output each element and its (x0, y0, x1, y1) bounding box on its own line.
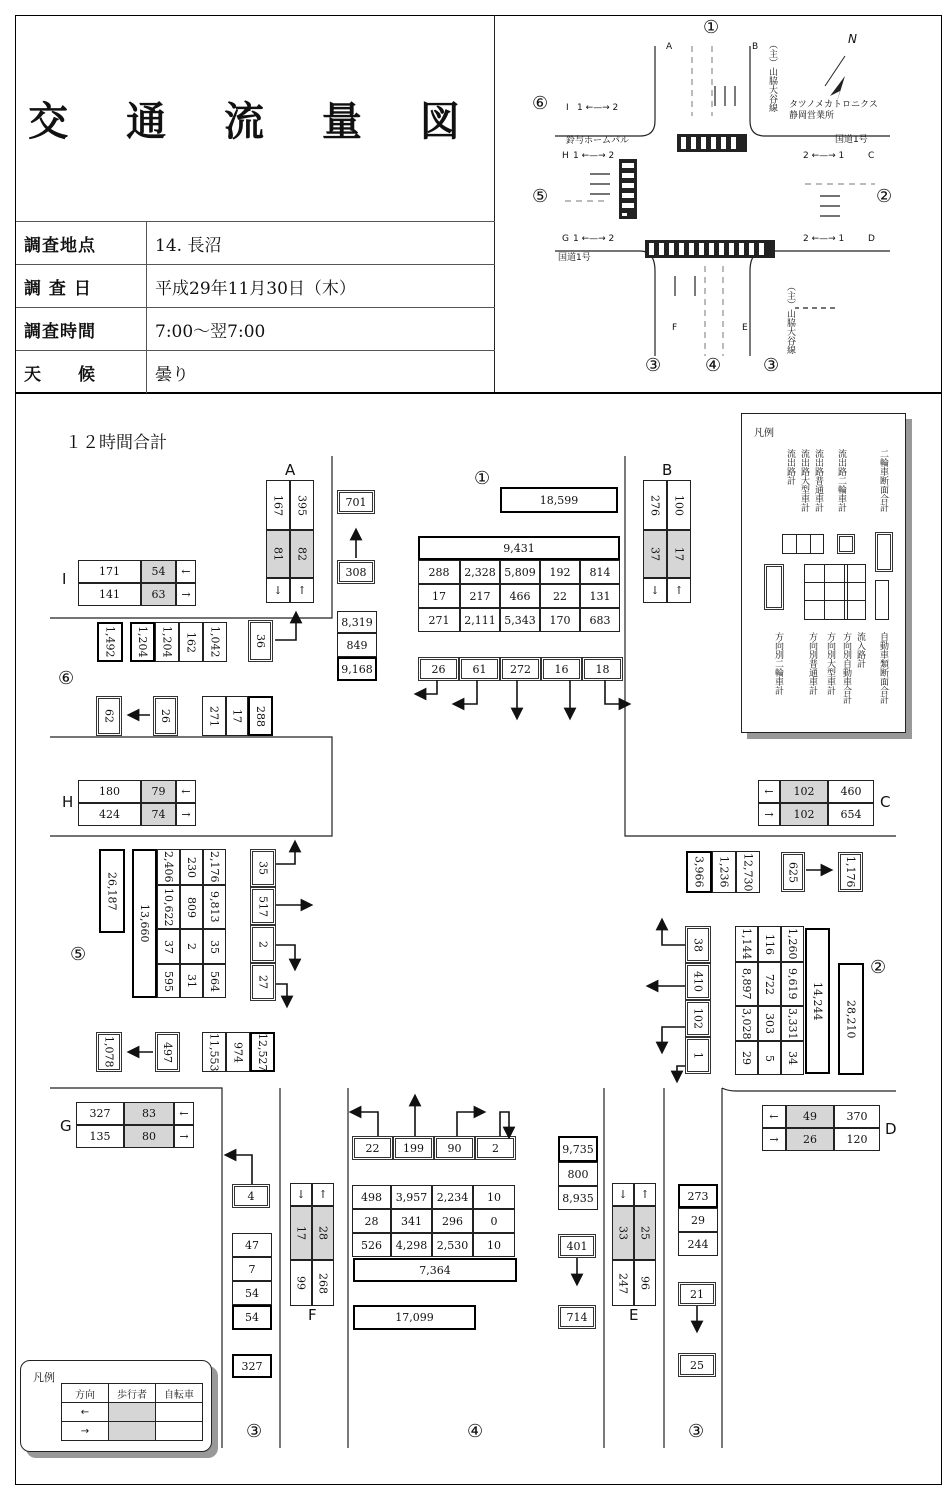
n2-cell: 3,028 (735, 1006, 758, 1041)
n5-bike-cell: 2 (250, 925, 276, 963)
page-title: 交 通 流 量 図 (28, 98, 482, 145)
crossing-f-ped-down: 99 (290, 1260, 312, 1306)
legend-label: 流入路計 (855, 632, 865, 668)
legend-label: 二輪車断面合計 (878, 449, 888, 512)
n1-cell: 131 (580, 584, 620, 608)
n4-section-total: 17,099 (353, 1305, 476, 1330)
n3r-e: 25 (678, 1353, 716, 1377)
n2-cell: 34 (781, 1041, 804, 1075)
legend-cell (156, 1403, 203, 1422)
n4-cell: 28 (352, 1209, 391, 1233)
map-dir-label: 1 ←—→ 2 (573, 234, 615, 244)
n3l-d: 54 (232, 1281, 272, 1305)
n4-bike-cell: 90 (434, 1136, 475, 1160)
crossing-b-label: B (662, 461, 673, 479)
map-dir-label: 1 ←—→ 2 (573, 151, 615, 161)
n1-cell: 2,328 (460, 560, 500, 584)
map-crossing-a: A (666, 42, 673, 52)
crossing-h-bike: 79 (141, 780, 176, 803)
n1-cell: 5,809 (500, 560, 540, 584)
n6-k: 288 (248, 696, 273, 736)
crossing-b-bike-up: 17 (667, 530, 691, 578)
crossing-b-dir: ↓ (643, 578, 667, 603)
crossing-a-ped-up: 395 (290, 480, 314, 530)
n4-cell: 0 (473, 1209, 515, 1233)
n5-x3: 11,553 (202, 1032, 226, 1072)
crossing-f-bike-up: 28 (312, 1206, 334, 1260)
n1-out-d: 849 (337, 633, 377, 657)
n2-cell: 722 (758, 962, 781, 1006)
crossing-b-bike-down: 37 (643, 530, 667, 578)
label-location: 調査地点 (16, 222, 147, 265)
approach-2-mark: ② (876, 186, 893, 207)
crossing-i-ped: 141 (78, 583, 141, 606)
n6-c: 1,204 (155, 622, 179, 662)
n5-section-total: 26,187 (99, 849, 125, 933)
legend-label: 流出路大型車計 (799, 449, 809, 512)
n4-z3: 8,935 (558, 1186, 598, 1210)
crossing-a-ped-down: 167 (266, 480, 290, 530)
n4-cell: 296 (432, 1209, 473, 1233)
n1-cell: 22 (540, 584, 580, 608)
label-date: 調 査 日 (16, 265, 147, 308)
n6-f: 36 (248, 620, 273, 662)
n1-section-total: 18,599 (500, 487, 618, 513)
n5-bike-cell: 35 (250, 849, 276, 887)
value-date: 平成29年11月30日（木） (147, 265, 496, 308)
crossing-g-bike: 83 (124, 1102, 174, 1125)
crossing-c-bike: 102 (780, 780, 828, 803)
n2-cell: 9,619 (781, 962, 804, 1006)
crossing-e-ped-down: 247 (612, 1260, 634, 1306)
crossing-d-dir: ← (762, 1105, 786, 1128)
legend-dir: ← (62, 1403, 109, 1422)
n5-cell: 809 (180, 885, 203, 929)
n5-x1: 1,078 (96, 1032, 122, 1072)
n3l-b: 47 (232, 1233, 272, 1257)
crossing-d-label: D (885, 1120, 897, 1138)
crossing-h-dir: ← (176, 780, 196, 803)
n5-inflow-total: 13,660 (132, 849, 157, 998)
survey-info-table (16, 221, 495, 393)
n3r-b: 29 (678, 1208, 718, 1232)
crossing-e-bike-up: 25 (634, 1206, 656, 1260)
n2-cell: 3,331 (781, 1006, 804, 1041)
crossing-h-bike: 74 (141, 803, 176, 826)
crossing-f-ped-up: 268 (312, 1260, 334, 1306)
n2-cell: 1,144 (735, 926, 758, 962)
crossing-c-ped: 460 (828, 780, 874, 803)
shop-label: 鈴与ホームパル (566, 136, 630, 146)
n1-cell: 288 (418, 560, 460, 584)
map-crossing-c: C (868, 151, 875, 161)
n4-cell: 526 (352, 1233, 391, 1257)
n2-cell: 5 (758, 1041, 781, 1075)
n4-z4: 401 (558, 1234, 596, 1258)
crossing-e-bike-down: 33 (612, 1206, 634, 1260)
n5-cell: 31 (180, 964, 203, 998)
n4-z5: 714 (558, 1305, 596, 1329)
n1-bike-cell: 61 (459, 657, 500, 681)
legend-label: 流出路計 (785, 449, 795, 485)
crossing-b-ped-down: 276 (643, 480, 667, 530)
crossing-b-ped-up: 100 (667, 480, 691, 530)
n2-bike-cell: 1 (685, 1037, 711, 1074)
crossing-e-dir: ↑ (634, 1183, 656, 1206)
n2-cell: 29 (735, 1041, 758, 1075)
map-crossing-h: H (562, 151, 569, 161)
n5-x5: 12,527 (250, 1032, 275, 1072)
map-crossing-e: E (742, 323, 748, 333)
crossing-h-ped: 424 (78, 803, 141, 826)
legend-outflow-box (782, 534, 824, 554)
n1-bike-cell: 18 (582, 657, 623, 681)
n1-cell: 814 (580, 560, 620, 584)
map-crossing-d: D (868, 234, 875, 244)
crossing-f-bike-down: 17 (290, 1206, 312, 1260)
n4-cell: 2,234 (432, 1185, 473, 1209)
road-east-label: 国道1号 (835, 135, 868, 145)
n5-cell: 10,622 (157, 885, 180, 929)
n6-a: 1,492 (97, 622, 123, 662)
n3r-d: 21 (678, 1282, 716, 1306)
crossing-f-dir: ↑ (312, 1183, 334, 1206)
n5-cell: 230 (180, 849, 203, 885)
crossing-i-bike: 63 (141, 583, 176, 606)
crossing-c-label: C (880, 793, 891, 811)
n3l-a: 4 (232, 1184, 270, 1208)
crossing-c-dir: → (758, 803, 780, 826)
n1-cell: 271 (418, 608, 460, 632)
n4-z1: 9,735 (558, 1136, 598, 1162)
n1-cell: 683 (580, 608, 620, 632)
approach-3-mark-left: ③ (645, 355, 662, 376)
n4-cell: 4,298 (391, 1233, 432, 1257)
n2-y1: 3,966 (686, 851, 712, 893)
crossing-a-label: A (285, 461, 296, 479)
n2-bike-cell: 410 (685, 963, 711, 1000)
n4-cell: 10 (473, 1233, 515, 1257)
n4-cell: 3,957 (391, 1185, 432, 1209)
n6-j: 17 (226, 696, 248, 736)
legend-label: 流出路普通車計 (813, 449, 823, 512)
n2-y5: 1,176 (838, 852, 863, 892)
approach-3-label-left: ③ (246, 1421, 263, 1442)
n3r-a: 273 (678, 1184, 718, 1208)
n1-out-b: 308 (337, 560, 375, 584)
crossing-a-bike-down: 81 (266, 530, 290, 578)
legend-main-title: 凡例 (754, 428, 774, 439)
road-north-label: （主）山脇大谷線 (767, 40, 777, 112)
crossing-g-dir: → (174, 1125, 194, 1148)
crossing-g-label: G (60, 1117, 72, 1135)
map-dir-label: 2 ←—→ 1 (803, 151, 845, 161)
n1-cell: 17 (418, 584, 460, 608)
n2-y2: 1,236 (712, 851, 736, 893)
approach-6-label: ⑥ (58, 668, 75, 689)
approach-2-label: ② (870, 957, 887, 978)
n4-cell: 2,530 (432, 1233, 473, 1257)
office-name: 静岡営業所 (789, 111, 835, 121)
crossing-c-dir: ← (758, 780, 780, 803)
n3r-c: 244 (678, 1232, 718, 1256)
legend-car-total-box (875, 580, 889, 620)
legend-label: 流出路二輪車計 (836, 449, 846, 512)
n5-x2: 497 (155, 1032, 180, 1072)
n3l-c: 7 (232, 1257, 272, 1281)
n2-inflow-total: 14,244 (805, 928, 830, 1074)
road-west-label: 国道1号 (558, 253, 591, 263)
crossing-b-dir: ↑ (667, 578, 691, 603)
n2-bike-cell: 38 (685, 926, 711, 963)
legend-pedestrian-title: 凡例 (33, 1371, 55, 1384)
crossing-h-ped: 180 (78, 780, 141, 803)
map-dir-label: 2 ←—→ 1 (803, 234, 845, 244)
legend-bike-total-box (875, 532, 893, 572)
n6-h: 26 (153, 696, 178, 736)
n5-cell: 2 (180, 929, 203, 964)
crossing-h-label: H (62, 793, 74, 811)
n1-bike-cell: 26 (418, 657, 459, 681)
n1-cell: 466 (500, 584, 540, 608)
approach-5-mark: ⑤ (532, 186, 549, 207)
n1-cell: 170 (540, 608, 580, 632)
intersection-map (495, 16, 941, 392)
n5-cell: 595 (157, 964, 180, 998)
crossing-a-dir: ↓ (266, 578, 290, 603)
n5-bike-cell: 27 (250, 963, 276, 1001)
legend-label: 自動車類断面合計 (878, 632, 888, 704)
approach-6-mark: ⑥ (532, 93, 549, 114)
legend-label: 方向別二輪車計 (773, 632, 783, 695)
n5-cell: 9,813 (203, 885, 226, 929)
crossing-h-dir: → (176, 803, 196, 826)
n2-y4: 625 (781, 852, 805, 892)
crossing-d-dir: → (762, 1128, 786, 1151)
crossing-g-bike: 80 (124, 1125, 174, 1148)
n3l-f: 327 (232, 1354, 272, 1378)
approach-4-label: ④ (467, 1421, 484, 1442)
n2-cell: 1,260 (781, 926, 804, 962)
n6-d: 162 (179, 622, 203, 662)
crossing-e-ped-up: 96 (634, 1260, 656, 1306)
crossing-f-dir: ↓ (290, 1183, 312, 1206)
crossing-e-label: E (629, 1306, 639, 1324)
crossing-i-ped: 171 (78, 560, 141, 583)
legend-dir: → (62, 1422, 109, 1441)
n5-cell: 35 (203, 929, 226, 964)
crossing-g-ped: 327 (76, 1102, 124, 1125)
crossing-c-bike: 102 (780, 803, 828, 826)
n4-z2: 800 (558, 1162, 598, 1186)
legend-header: 歩行者 (109, 1384, 156, 1403)
legend-label: 方向別普通車計 (807, 632, 817, 695)
crossing-i-dir: ← (176, 560, 196, 583)
legend-bike-box (837, 534, 855, 554)
n4-cell: 498 (352, 1185, 391, 1209)
n1-cell: 5,343 (500, 608, 540, 632)
approach-4-mark: ④ (705, 355, 722, 376)
n2-section-total: 28,210 (838, 963, 864, 1075)
n2-cell: 116 (758, 926, 781, 962)
crossing-d-ped: 370 (834, 1105, 880, 1128)
map-crossing-b: B (752, 42, 759, 52)
n1-cell: 217 (460, 584, 500, 608)
crossing-c-ped: 654 (828, 803, 874, 826)
legend-cell-gray (109, 1403, 156, 1422)
approach-3-label-right: ③ (688, 1421, 705, 1442)
label-weather: 天 候 (16, 351, 147, 394)
n6-i: 271 (202, 696, 226, 736)
n5-cell: 37 (157, 929, 180, 964)
crossing-d-bike: 26 (786, 1128, 834, 1151)
map-crossing-g: G (562, 234, 569, 244)
legend-pedestrian-table (61, 1383, 203, 1441)
n4-cell: 10 (473, 1185, 515, 1209)
n4-bike-cell: 2 (475, 1136, 516, 1160)
n5-x4: 974 (226, 1032, 250, 1072)
legend-cell-gray (109, 1422, 156, 1441)
crossing-g-ped: 135 (76, 1125, 124, 1148)
crossing-e-dir: ↓ (612, 1183, 634, 1206)
approach-1-mark: ① (703, 17, 720, 38)
n1-out-c: 8,319 (337, 611, 377, 633)
crossing-a-bike-up: 82 (290, 530, 314, 578)
n4-inflow-total: 7,364 (353, 1258, 517, 1282)
approach-3-mark-right: ③ (763, 355, 780, 376)
n5-cell: 564 (203, 964, 226, 998)
crossing-i-dir: → (176, 583, 196, 606)
legend-label: 方向別自動車合計 (841, 632, 851, 704)
legend-cell (156, 1422, 203, 1441)
value-location: 14. 長沼 (147, 222, 496, 265)
n1-out-a: 701 (337, 490, 375, 514)
legend-dir-bike-box (764, 564, 784, 610)
n1-cell: 2,111 (460, 608, 500, 632)
n1-bike-cell: 16 (541, 657, 582, 681)
map-dir-label: 1 ←—→ 2 (577, 103, 619, 113)
legend-label: 方向別大型車計 (825, 632, 835, 695)
legend-inflow-box (847, 564, 866, 620)
n5-bike-cell: 517 (250, 887, 276, 925)
approach-5-label: ⑤ (70, 944, 87, 965)
legend-pedestrian (20, 1360, 212, 1452)
label-time: 調査時間 (16, 308, 147, 351)
n4-bike-cell: 199 (393, 1136, 434, 1160)
crossing-f-label: F (308, 1306, 317, 1324)
n2-cell: 303 (758, 1006, 781, 1041)
n1-inflow-total: 9,431 (418, 536, 620, 560)
crossing-d-ped: 120 (834, 1128, 880, 1151)
road-south-label: （主）山脇大谷線 (785, 282, 795, 354)
section-title: １２時間合計 (65, 433, 167, 453)
n2-bike-cell: 102 (685, 1000, 711, 1037)
n5-cell: 2,176 (203, 849, 226, 885)
crossing-d-bike: 49 (786, 1105, 834, 1128)
n4-cell: 341 (391, 1209, 432, 1233)
map-crossing-f: F (672, 323, 678, 333)
n6-g: 62 (96, 696, 122, 736)
n5-cell: 2,406 (157, 849, 180, 885)
approach-1-label: ① (474, 468, 491, 489)
value-time: 7:00～翌7:00 (147, 308, 496, 351)
map-crossing-i: I (566, 103, 569, 113)
n2-cell: 8,897 (735, 962, 758, 1006)
n2-y3: 12,730 (736, 851, 760, 893)
crossing-a-dir: ↑ (290, 578, 314, 603)
legend-header: 自転車 (156, 1384, 203, 1403)
n1-cell: 192 (540, 560, 580, 584)
crossing-g-dir: ← (174, 1102, 194, 1125)
crossing-i-bike: 54 (141, 560, 176, 583)
n6-e: 1,042 (203, 622, 227, 662)
n6-b: 1,204 (130, 622, 155, 662)
company-name: タツノメカトロニクス (789, 100, 878, 110)
n3l-e: 54 (232, 1305, 272, 1330)
crossing-i-label: I (62, 570, 67, 588)
north-arrow-label: N (848, 32, 857, 46)
n1-out-e: 9,168 (337, 657, 377, 681)
n4-bike-cell: 22 (352, 1136, 393, 1160)
n1-bike-cell: 272 (500, 657, 541, 681)
legend-main (741, 413, 906, 733)
value-weather: 曇り (147, 351, 496, 394)
legend-header: 方向 (62, 1384, 109, 1403)
